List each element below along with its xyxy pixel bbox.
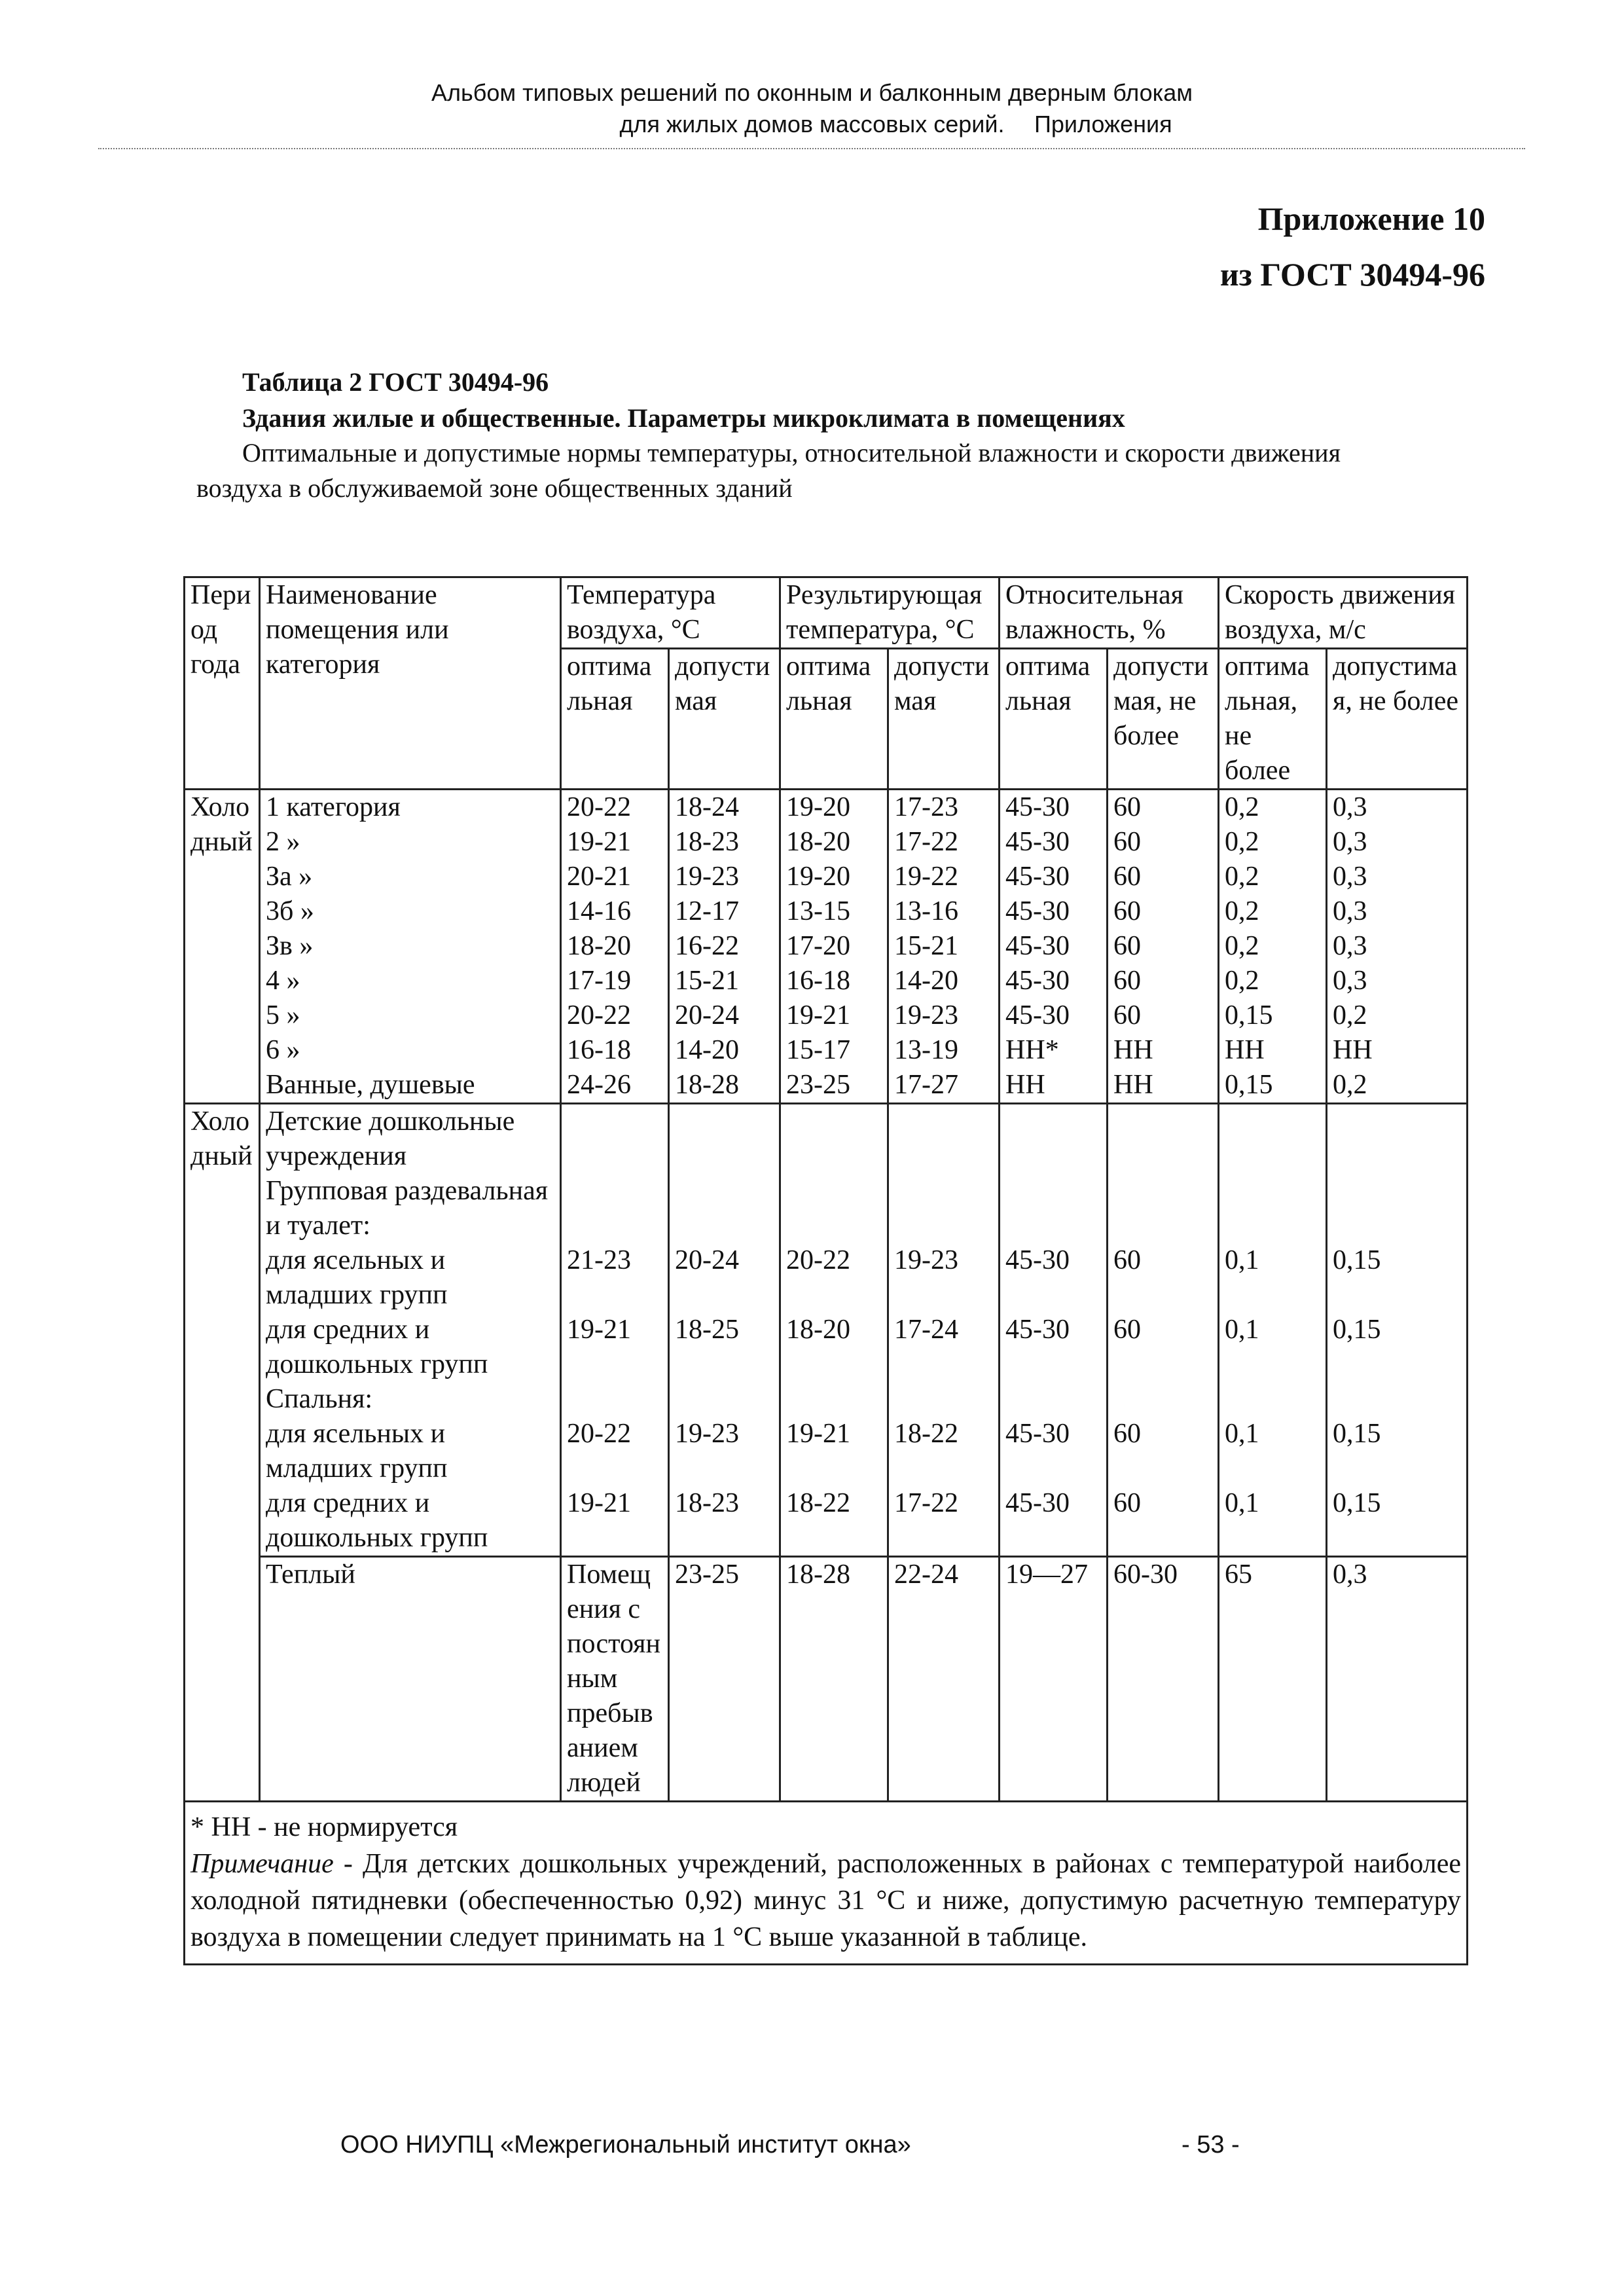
empty-cell <box>888 1104 1000 1244</box>
table-cell: 17-22 <box>888 1486 1000 1557</box>
table-cell: 18-24 <box>675 792 739 822</box>
table-cell: НН <box>1113 1070 1153 1100</box>
document-header <box>0 77 1624 140</box>
table-cell: 13-16 <box>894 896 959 926</box>
table-cell: 0,2 <box>1333 1000 1367 1030</box>
values-v-opt <box>1219 790 1327 1104</box>
table-cell: 0,15 <box>1327 1243 1468 1313</box>
table-cell: 17-23 <box>894 792 959 822</box>
empty-cell <box>1327 1382 1468 1417</box>
table-cell: 60 <box>1113 792 1142 822</box>
values-h-adm <box>1108 790 1219 1104</box>
notes-row <box>185 1802 1468 1965</box>
table-cell: 45-30 <box>1005 792 1070 822</box>
table-cell: 60 <box>1113 862 1142 892</box>
microclimate-table <box>183 576 1468 1965</box>
table-cell: 12-17 <box>675 896 739 926</box>
table-cell: 21-23 <box>561 1243 669 1313</box>
appendix-source: из ГОСТ 30494-96 <box>1219 256 1485 293</box>
table-cell: 17-19 <box>567 966 631 996</box>
notes-cell <box>185 1802 1468 1965</box>
values-t-opt <box>561 790 669 1104</box>
table-cell: 65 <box>1219 1557 1327 1802</box>
empty-cell <box>1000 1382 1108 1417</box>
table-cell: 0,3 <box>1333 966 1367 996</box>
category-name: 1 категория <box>266 792 401 822</box>
table-row <box>185 1417 1468 1486</box>
table-cell: 18-20 <box>780 1313 888 1382</box>
table-cell: 19-21 <box>786 1000 851 1030</box>
table-cell: 20-24 <box>669 1243 780 1313</box>
empty-cell <box>780 1382 888 1417</box>
table-cell: 19-20 <box>786 792 851 822</box>
table-cell: 19-23 <box>675 862 739 892</box>
table-cell: 18-25 <box>669 1313 780 1382</box>
table-cell: 0,1 <box>1219 1417 1327 1486</box>
room-name: для средних и дошкольных групп <box>260 1486 561 1557</box>
table-cell: 20-22 <box>780 1243 888 1313</box>
table-cell: 18-22 <box>888 1417 1000 1486</box>
empty-cell <box>1327 1104 1468 1244</box>
table-cell: 0,15 <box>1225 1000 1273 1030</box>
room-name: для средних и дошкольных групп <box>260 1313 561 1382</box>
table-cell: 0,2 <box>1225 931 1259 961</box>
cold-categories-block <box>185 790 1468 1104</box>
table-cell: 19-21 <box>780 1417 888 1486</box>
category-name: Ванные, душевые <box>266 1070 475 1100</box>
table-cell: 20-22 <box>567 792 631 822</box>
empty-cell <box>561 1382 669 1417</box>
table-cell: 45-30 <box>1000 1313 1108 1382</box>
category-name: 4 » <box>266 966 300 996</box>
empty-cell <box>669 1104 780 1244</box>
table-cell: 19-22 <box>894 862 959 892</box>
sub-optimal-max: оптимальная, не более <box>1219 649 1327 790</box>
table-cell: 20-24 <box>675 1000 739 1030</box>
table-cell: 0,15 <box>1327 1486 1468 1557</box>
table-cell: 18-20 <box>567 931 631 961</box>
table-cell: 17-20 <box>786 931 851 961</box>
table-cell: 22-24 <box>888 1557 1000 1802</box>
table-cell: 45-30 <box>1005 862 1070 892</box>
header-line-2 <box>0 109 1624 140</box>
table-cell: 45-30 <box>1005 827 1070 857</box>
table-cell: 19-23 <box>894 1000 959 1030</box>
period-cold: Холодный <box>185 1104 260 1802</box>
table-cell: 60-30 <box>1108 1557 1219 1802</box>
table-caption: Оптимальные и допустимые нормы температуры, относительной влажности и скорости движения воздуха в обслуживаемой зоне общественных зданий <box>196 438 1341 503</box>
table-cell: 0,15 <box>1327 1417 1468 1486</box>
table-row <box>185 1313 1468 1382</box>
table-cell: НН* <box>1005 1035 1059 1065</box>
table-cell: 19-21 <box>567 827 631 857</box>
table-cell: 0,15 <box>1225 1070 1273 1100</box>
remark-text: - Для детских дошкольных учреждений, расположенных в районах с температурой наиболее холодной пятидневки (обеспеченностью 0,92) минус 31 °С и ниже, допустимую расчетную температуру воздуха в помещении следует принимать на 1 °С выше указанной в таблице. <box>190 1849 1462 1952</box>
table-cell: 60 <box>1108 1486 1219 1557</box>
sub-optimal: оптимальная <box>780 649 888 790</box>
table-cell: 0,2 <box>1225 827 1259 857</box>
sub-allowed-max: допустимая, не более <box>1327 649 1468 790</box>
empty-cell <box>780 1104 888 1244</box>
table-cell: 16-18 <box>567 1035 631 1065</box>
category-name: 3б » <box>266 896 314 926</box>
empty-cell <box>1219 1104 1327 1244</box>
values-v-adm <box>1327 790 1468 1104</box>
table-cell: 60 <box>1113 896 1142 926</box>
table-cell: 14-20 <box>894 966 959 996</box>
remark-label: Примечание <box>190 1849 334 1879</box>
table-cell: 18-23 <box>675 827 739 857</box>
table-cell: 19-23 <box>669 1417 780 1486</box>
category-name: Зв » <box>266 931 314 961</box>
table-cell: 60 <box>1108 1243 1219 1313</box>
table-cell: 14-20 <box>675 1035 739 1065</box>
table-cell: 0,3 <box>1333 931 1367 961</box>
table-cell: 18-23 <box>669 1486 780 1557</box>
values-r-adm <box>888 790 1000 1104</box>
footer-organization: ООО НИУПЦ «Межрегиональный институт окна» <box>340 2131 911 2159</box>
table-cell: 45-30 <box>1005 896 1070 926</box>
header-divider <box>98 148 1525 149</box>
room-name: для ясельных и младших групп <box>260 1417 561 1486</box>
table-cell: 0,2 <box>1333 1070 1367 1100</box>
table-cell: 0,3 <box>1333 792 1367 822</box>
table-cell: 19-21 <box>561 1313 669 1382</box>
table-cell: 0,3 <box>1333 827 1367 857</box>
table-cell: НН <box>1005 1070 1045 1100</box>
table-row <box>185 1486 1468 1557</box>
table-cell: 23-25 <box>669 1557 780 1802</box>
col-result-temp: Результирующая температура, °С <box>780 577 1000 649</box>
table-cell: НН <box>1333 1035 1373 1065</box>
sub-allowed: допустимая <box>888 649 1000 790</box>
table-cell: 14-16 <box>567 896 631 926</box>
table-cell: 18-28 <box>675 1070 739 1100</box>
sub-optimal: оптимальная <box>561 649 669 790</box>
table-cell: 0,3 <box>1333 862 1367 892</box>
category-name: 6 » <box>266 1035 300 1065</box>
col-air-temp: Температура воздуха, °С <box>561 577 780 649</box>
table-cell: 18-28 <box>780 1557 888 1802</box>
table-cell: 20-21 <box>567 862 631 892</box>
header-section-label: Приложения <box>1034 111 1172 137</box>
header-row-1 <box>185 577 1468 649</box>
table-cell: 13-15 <box>786 896 851 926</box>
group-label: Спальня: <box>260 1382 561 1417</box>
table-cell: 15-21 <box>675 966 739 996</box>
table-cell: 45-30 <box>1005 966 1070 996</box>
table-cell: 0,3 <box>1333 896 1367 926</box>
period-cold: Холодный <box>185 790 260 1104</box>
page-number: - 53 - <box>1182 2131 1240 2159</box>
col-period: Период года <box>185 577 260 790</box>
table-row <box>185 1243 1468 1313</box>
table-cell: 19-20 <box>786 862 851 892</box>
table-cell: 24-26 <box>567 1070 631 1100</box>
table-cell: 18-22 <box>780 1486 888 1557</box>
col-air-speed: Скорость движения воздуха, м/с <box>1219 577 1468 649</box>
table-cell: 45-30 <box>1005 1000 1070 1030</box>
table-cell: 0,2 <box>1225 966 1259 996</box>
table-cell: 0,2 <box>1225 862 1259 892</box>
empty-cell <box>1108 1382 1219 1417</box>
col-room: Наименование помещения или категория <box>260 577 561 790</box>
table-cell: 18-20 <box>786 827 851 857</box>
empty-cell <box>561 1104 669 1244</box>
table-cell: 19—27 <box>1000 1557 1108 1802</box>
table-cell: 60 <box>1113 931 1142 961</box>
table-cell: 20-22 <box>561 1417 669 1486</box>
values-h-opt <box>1000 790 1108 1104</box>
warm-row <box>185 1557 1468 1802</box>
table-cell: 15-21 <box>894 931 959 961</box>
values-r-opt <box>780 790 888 1104</box>
kindergarten-intro-row <box>185 1104 1468 1244</box>
table-cell: 19-23 <box>888 1243 1000 1313</box>
category-names <box>260 790 561 1104</box>
table-cell: 60 <box>1108 1417 1219 1486</box>
category-name: 5 » <box>266 1000 300 1030</box>
table-cell: 60 <box>1113 1000 1142 1030</box>
empty-cell <box>669 1382 780 1417</box>
table-cell: 0,3 <box>1327 1557 1468 1802</box>
kindergarten-intro <box>260 1104 561 1244</box>
appendix-number: Приложение 10 <box>1257 200 1485 237</box>
col-humidity: Относительная влажность, % <box>1000 577 1219 649</box>
table-cell: 45-30 <box>1005 931 1070 961</box>
sub-allowed-max: допустимая, не более <box>1108 649 1219 790</box>
table-row <box>185 1382 1468 1417</box>
table-cell: 45-30 <box>1000 1486 1108 1557</box>
table-heading: Здания жилые и общественные. Параметры микроклимата в помещениях <box>242 403 1125 433</box>
room-name: для ясельных и младших групп <box>260 1243 561 1313</box>
table-cell: 60 <box>1113 827 1142 857</box>
table-cell: 0,2 <box>1225 896 1259 926</box>
sub-allowed: допустимая <box>669 649 780 790</box>
empty-cell <box>1219 1382 1327 1417</box>
table-cell: 15-17 <box>786 1035 851 1065</box>
table-title: Таблица 2 ГОСТ 30494-96 <box>242 367 549 397</box>
table-cell: 19-21 <box>561 1486 669 1557</box>
table-cell: 13-19 <box>894 1035 959 1065</box>
sub-optimal: оптимальная <box>1000 649 1108 790</box>
table-cell: 17-27 <box>894 1070 959 1100</box>
category-name: За » <box>266 862 313 892</box>
values-t-adm <box>669 790 780 1104</box>
table-cell: 60 <box>1113 966 1142 996</box>
table-cell: 20-22 <box>567 1000 631 1030</box>
table-cell: 0,1 <box>1219 1486 1327 1557</box>
header-series-text: для жилых домов массовых серий. <box>619 111 1005 137</box>
table-cell: 0,1 <box>1219 1313 1327 1382</box>
empty-cell <box>1108 1104 1219 1244</box>
table-cell: НН <box>1113 1035 1153 1065</box>
header-line-1: Альбом типовых решений по оконным и балконным дверным блокам <box>431 79 1193 106</box>
nn-footnote: * НН - не нормируется <box>190 1812 458 1842</box>
table-cell: 45-30 <box>1000 1243 1108 1313</box>
empty-cell <box>888 1382 1000 1417</box>
category-name: 2 » <box>266 827 300 857</box>
empty-cell <box>1000 1104 1108 1244</box>
table-cell: 23-25 <box>786 1070 851 1100</box>
table-cell: 0,1 <box>1219 1243 1327 1313</box>
period-warm: Теплый <box>260 1557 561 1802</box>
table-cell: 17-22 <box>894 827 959 857</box>
table-cell: 16-22 <box>675 931 739 961</box>
table-cell: НН <box>1225 1035 1265 1065</box>
table-cell: 17-24 <box>888 1313 1000 1382</box>
table-cell: 0,2 <box>1225 792 1259 822</box>
room-name: Помещения с постоянным пребыванием людей <box>561 1557 669 1802</box>
kindergarten-group-a: Групповая раздевальная и туалет: <box>266 1176 549 1241</box>
table-cell: 60 <box>1108 1313 1219 1382</box>
table-cell: 16-18 <box>786 966 851 996</box>
table-cell: 0,15 <box>1327 1313 1468 1382</box>
remark <box>190 1846 1461 1956</box>
table-cell: 45-30 <box>1000 1417 1108 1486</box>
kindergarten-title: Детские дошкольные учреждения <box>266 1106 515 1171</box>
